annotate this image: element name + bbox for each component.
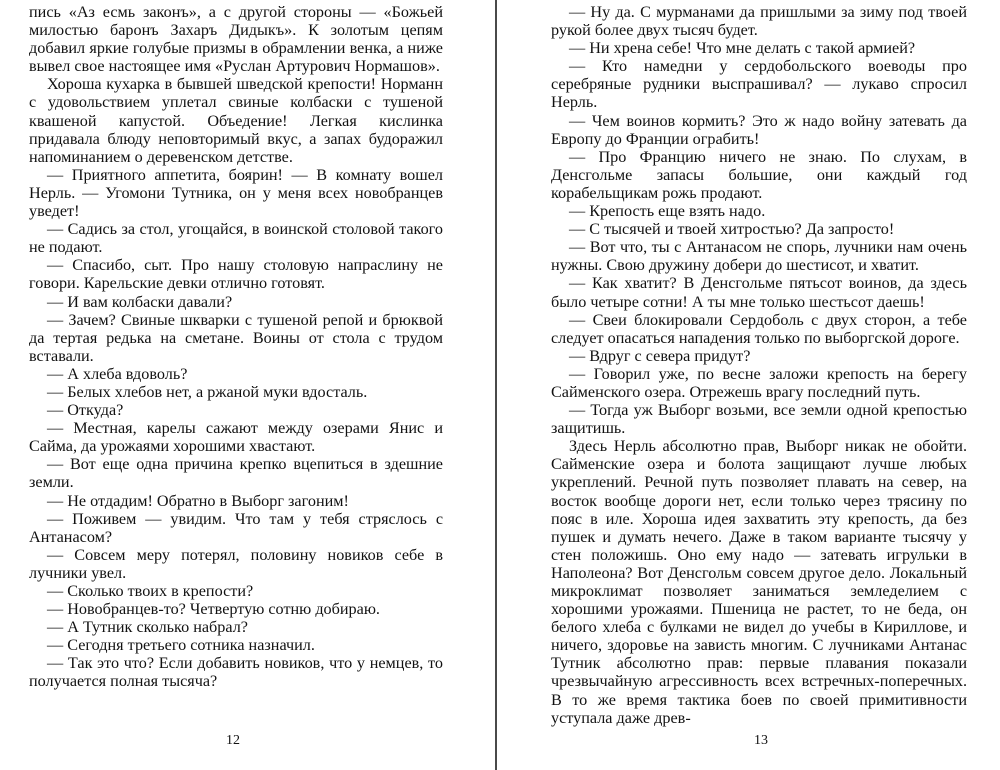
paragraph: — И вам колбаски давали? (47, 292, 233, 311)
paragraph: — Садись за стол, угощайся, в воинской столовой такого не подают. (29, 220, 443, 257)
paragraph: — Ни хрена себе! Что мне делать с такой армией? (569, 39, 916, 58)
paragraph: Здесь Нерль абсолютно прав, Выборг никак не обойти. Сайменские озера и болота защищают лучше любых укреплений. Речной путь позволяет плавать на север, на восток вообще дороги нет, если только через трясину по пояс в иле. Хороша идея захватить эту крепость, да без пушек и думать нечего. Даже в таком варианте тысячу у стен положишь. Оно ему надо — затевать игрульки в Наполеона? Вот Денсгольм совсем другое дело. Локальный микроклимат позволяет заниматься земледелием с хорошими урожаями. Пшеница не растет, то не беда, он белого хлеба с булками не видел до учебы в Кириллове, и ничего, здоровье на зависть многим. С лучниками Антанас Тутник абсолютно прав: первые плавания показали чрезвычайную агрессивность всех встречных-поперечных. В то же время тактика боев по своей примитивности уступала даже древ- (551, 437, 967, 727)
paragraph: — Спасибо, сыт. Про нашу столовую напраслину не говори. Карельские девки отлично готовят. (29, 256, 443, 293)
paragraph: — Тогда уж Выборг возьми, все земли одной крепостью защитишь. (551, 401, 967, 438)
page-number-right: 13 (754, 733, 768, 748)
page-number-left: 12 (226, 733, 240, 748)
paragraph: — Как хватит? В Денсгольме пятьсот воинов, да здесь было четыре сотни! А ты мне только шестьсот даешь! (551, 274, 967, 311)
paragraph: — Новобранцев-то? Четвертую сотню добираю. (47, 600, 380, 619)
right-page-text (551, 3, 967, 727)
paragraph: — Совсем меру потерял, половину новиков себе в лучники увел. (29, 545, 443, 582)
paragraph: — Вдруг с севера придут? (569, 346, 751, 365)
paragraph: пись «Аз есмь законъ», а с другой стороны — «Божьей милостью баронъ Захаръ Дидыкъ». К золотым цепям добавил яркие голубые призмы в обрамлении венка, а ниже вывел свое настоящее имя «Руслан Артурович Нормашов». (29, 3, 443, 76)
paragraph: Хороша кухарка в бывшей шведской крепости! Норманн с удовольствием уплетал свиные колбаски с тушеной квашеной капустой. Объедение! Легкая кислинка придавала блюду неповторимый вкус, а запах будоражил напоминанием о деревенском детстве. (29, 75, 443, 166)
paragraph: — Приятного аппетита, боярин! — В комнату вошел Нерль. — Угомони Тутника, он у меня всех новобранцев уведет! (29, 165, 443, 221)
paragraph: — Откуда? (47, 401, 124, 420)
paragraph: — Кто намедни у сердобольского воеводы про серебряные рудники выспрашивал? — лукаво спросил Нерль. (551, 57, 967, 112)
right-page (497, 0, 1000, 770)
paragraph: — Чем воинов кормить? Это ж надо войну затевать да Европу до Франции ограбить! (551, 111, 967, 148)
paragraph: — А Тутник сколько набрал? (47, 618, 248, 637)
paragraph: — Крепость еще взять надо. (569, 202, 766, 221)
paragraph: — Говорил уже, по весне заложи крепость на берегу Сайменского озера. Отрежешь врагу последний путь. (551, 364, 967, 401)
paragraph: — Так это что? Если добавить новиков, что у немцев, то получается полная тысяча? (29, 654, 443, 691)
paragraph: — Про Францию ничего не знаю. По слухам, в Денсгольме запасы большие, они каждый год корабельщикам рожь продают. (551, 147, 967, 202)
left-page-text (29, 3, 443, 691)
paragraph: — А хлеба вдоволь? (47, 364, 188, 383)
paragraph: — Поживем — увидим. Что там у тебя стряслось с Антанасом? (29, 509, 443, 546)
paragraph: — С тысячей и твоей хитростью? Да запросто! (569, 220, 895, 239)
paragraph: — Сегодня третьего сотника назначил. (47, 636, 315, 655)
left-page (0, 0, 496, 770)
paragraph: — Ну да. С мурманами да пришлыми за зиму под твоей рукой более двух тысяч будет. (551, 3, 967, 40)
paragraph: — Местная, карелы сажают между озерами Янис и Сайма, да урожаями хорошими хвастают. (29, 419, 443, 456)
paragraph: — Вот еще одна причина крепко вцепиться в здешние земли. (29, 455, 443, 492)
paragraph: — Вот что, ты с Антанасом не спорь, лучники нам очень нужны. Свою дружину добери до шестисот, и хватит. (551, 238, 967, 275)
paragraph: — Зачем? Свиные шкварки с тушеной репой и брюквой да тертая редька на сметане. Воины от стола с трудом вставали. (29, 310, 443, 365)
paragraph: — Не отдадим! Обратно в Выборг загоним! (47, 491, 349, 510)
paragraph: — Свеи блокировали Сердоболь с двух сторон, а тебе следует опасаться нападения только по выборгской дороге. (551, 310, 967, 347)
paragraph: — Белых хлебов нет, а ржаной муки вдосталь. (47, 382, 368, 401)
paragraph: — Сколько твоих в крепости? (47, 582, 254, 600)
